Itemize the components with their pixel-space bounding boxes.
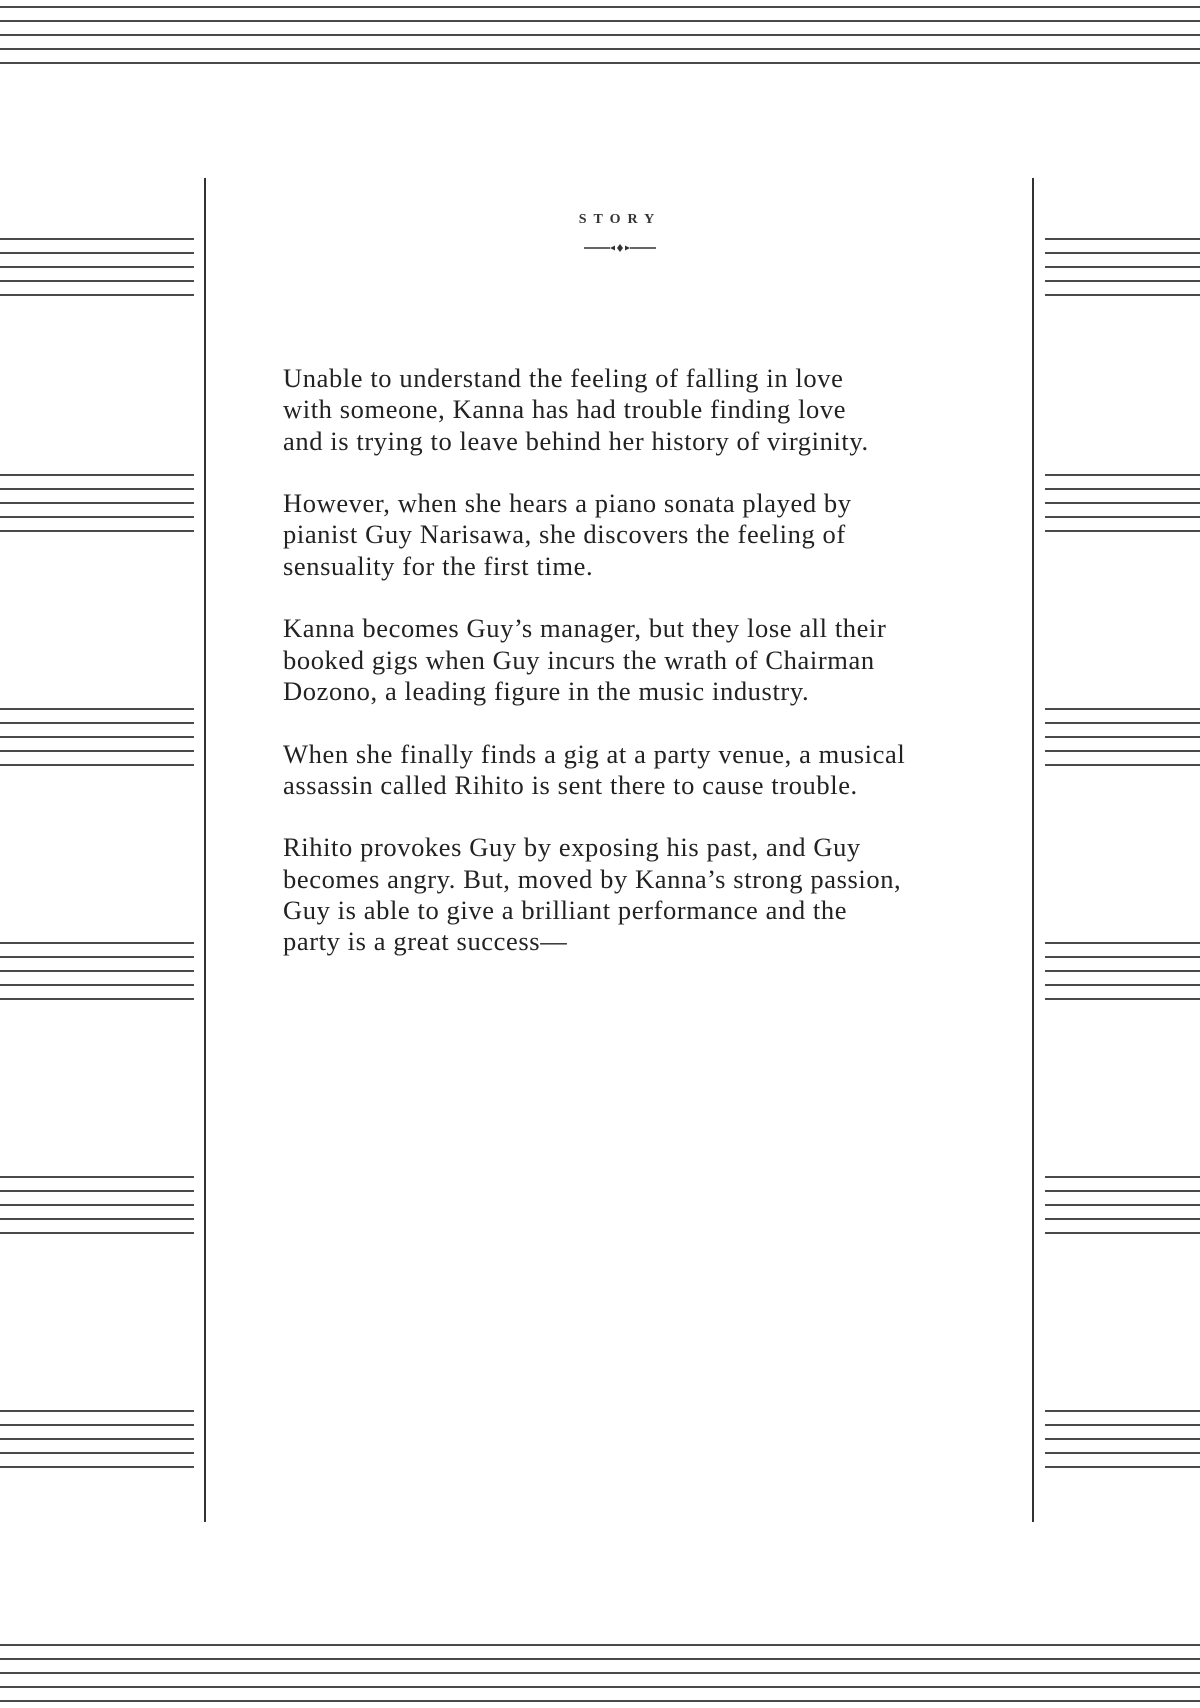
right-bar-line xyxy=(1032,178,1034,1522)
left-staff-fragment xyxy=(0,708,194,765)
story-line: Rihito provokes Guy by exposing his past, and Guy xyxy=(283,832,861,863)
story-paragraph xyxy=(283,363,943,457)
left-staff-fragment xyxy=(0,1176,194,1233)
story-paragraph xyxy=(283,739,943,802)
story-line: sensuality for the first time. xyxy=(283,550,594,581)
story-line: party is a great success— xyxy=(283,926,568,957)
right-staff-fragment xyxy=(1045,238,1200,295)
story-line: Dozono, a leading figure in the music industry. xyxy=(283,675,810,706)
page-title: STORY xyxy=(578,212,662,227)
right-staff-fragment xyxy=(1045,1410,1200,1467)
left-staff-fragment xyxy=(0,238,194,295)
top-music-staff xyxy=(0,6,1200,63)
story-line: booked gigs when Guy incurs the wrath of Chairman xyxy=(283,644,875,675)
story-line: However, when she hears a piano sonata played by xyxy=(283,488,852,519)
right-staff-fragment xyxy=(1045,708,1200,765)
story-line: Unable to understand the feeling of falling in love xyxy=(283,363,844,393)
right-staff-fragment xyxy=(1045,474,1200,531)
story-line: Kanna becomes Guy’s manager, but they lose all their xyxy=(283,613,887,644)
story-body xyxy=(283,363,943,989)
story-line: When she finally finds a gig at a party venue, a musical xyxy=(283,738,906,769)
bottom-music-staff xyxy=(0,1644,1200,1701)
story-line: and is trying to leave behind her history of virginity. xyxy=(283,425,869,456)
story-line: assassin called Rihito is sent there to cause trouble. xyxy=(283,769,858,800)
story-paragraph xyxy=(283,613,943,707)
right-staff-fragment xyxy=(1045,1176,1200,1233)
ornament-divider-icon xyxy=(580,240,660,256)
story-line: pianist Guy Narisawa, she discovers the feeling of xyxy=(283,519,846,550)
right-staff-fragment xyxy=(1045,942,1200,999)
left-staff-fragment xyxy=(0,942,194,999)
story-paragraph xyxy=(283,832,943,957)
story-line: with someone, Kanna has had trouble finding love xyxy=(283,394,847,425)
left-staff-fragment xyxy=(0,474,194,531)
story-line: Guy is able to give a brilliant performance and the xyxy=(283,895,848,926)
left-bar-line xyxy=(204,178,206,1522)
story-line: becomes angry. But, moved by Kanna’s strong passion, xyxy=(283,863,902,894)
story-paragraph xyxy=(283,488,943,582)
left-staff-fragment xyxy=(0,1410,194,1467)
